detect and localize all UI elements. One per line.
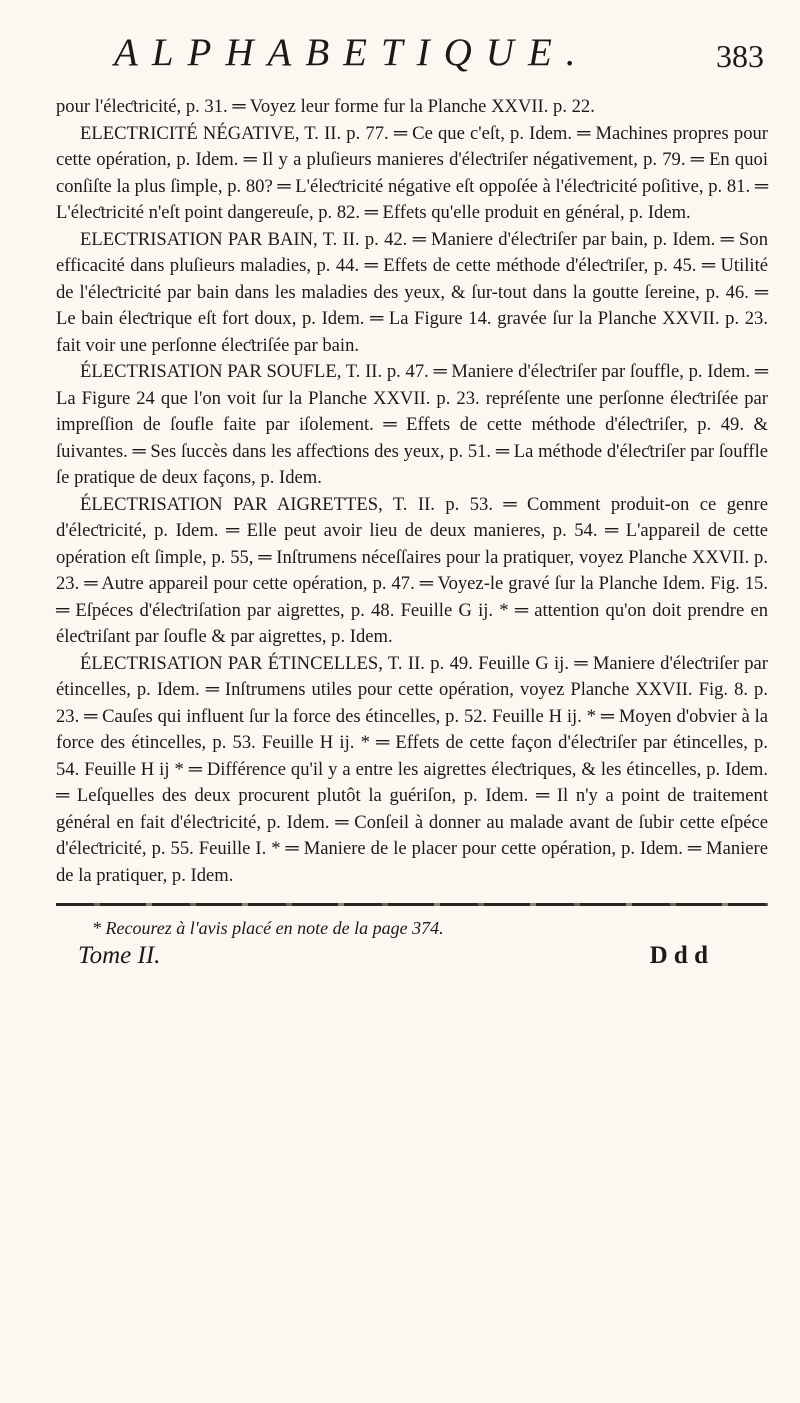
volume-label: Tome II.	[78, 942, 161, 969]
signature-mark: D d d	[649, 942, 708, 969]
entry-electrisation-par-soufle: ÉLECTRISATION PAR SOUFLE, T. II. p. 47. ═ Maniere d'éleƈtriſer par ſouffle, p. Idem. ═ La Figure 24 que l'on voit ſur la Planche XXVII. p. 23. repréſente une perſonne éleƈtriſée par impreſſion de ſoufle faite par iſolement. ═ Effets de cette méthode d'éleƈtriſer, p. 49. & ſuivantes. ═ Ses ſuccès dans les affeƈtions des yeux, p. 51. ═ La méthode d'éleƈtriſer par ſouffle ſe pratique de deux façons, p. Idem.	[56, 361, 768, 488]
page-number: 383	[716, 38, 764, 74]
paragraph-continuation: pour l'éleƈtricité, p. 31. ═ Voyez leur forme fur la Planche XXVII. p. 22.	[56, 96, 595, 117]
footnote: * Recourez à l'avis placé en note de la page 374.	[92, 918, 444, 938]
footnote-divider	[56, 903, 768, 906]
entry-electrisation-par-aigrettes: ÉLECTRISATION PAR AIGRETTES, T. II. p. 53. ═ Comment produit-on ce genre d'éleƈtricité, p. Idem. ═ Elle peut avoir lieu de deux manieres, p. 54. ═ L'appareil de cette opération eſt ſimple, p. 55, ═ Inſtrumens néceſſaires pour la pratiquer, voyez Planche XXVII. p. 23. ═ Autre appareil pour cette opération, p. 47. ═ Voyez-le gravé ſur la Planche Idem. Fig. 15. ═ Eſpéces d'éleƈtriſation par aigrettes, p. 48. Feuille G ij. * ═ attention qu'on doit prendre en éleƈtriſant par ſoufle & par aigrettes, p. Idem.	[56, 493, 768, 647]
entry-electrisation-par-bain: ELECTRISATION PAR BAIN, T. II. p. 42. ═ Maniere d'éleƈtriſer par bain, p. Idem. ═ Son efficacité dans pluſieurs maladies, p. 44. ═ Effets de cette méthode d'éleƈtriſer, p. 45. ═ Utilité de l'éleƈtricité par bain dans les maladies des yeux, & ſur-tout dans la goutte ſereine, p. 46. ═ Le bain éleƈtrique eſt fort doux, p. Idem. ═ La Figure 14. gravée ſur la Planche XXVII. p. 23. fait voir une perſonne éleƈtriſée par bain.	[56, 228, 768, 356]
book-page	[56, 28, 768, 974]
page-footer	[56, 940, 768, 974]
entry-electricite-negative: ELECTRICITÉ NÉGATIVE, T. II. p. 77. ═ Ce que c'eſt, p. Idem. ═ Machines propres pour cette opération, p. Idem. ═ Il y a pluſieurs manieres d'éleƈtriſer négativement, p. 79. ═ En quoi conſiſte la plus ſimple, p. 80? ═ L'éleƈtricité négative eſt oppoſée à l'éleƈtricité poſitive, p. 81. ═ L'éleƈtricité n'eſt point dangereuſe, p. 82. ═ Effets qu'elle produit en général, p. Idem.	[56, 122, 768, 223]
entry-electrisation-par-etincelles: ÉLECTRISATION PAR ÉTINCELLES, T. II. p. 49. Feuille G ij. ═ Maniere d'éleƈtriſer par étincelles, p. Idem. ═ Inſtrumens utiles pour cette opération, voyez Planche XXVII. Fig. 8. p. 23. ═ Cauſes qui influent ſur la force des étincelles, p. 52. Feuille H ij. * ═ Moyen d'obvier à la force des étincelles, p. 53. Feuille H ij. * ═ Effets de cette façon d'éleƈtriſer par étincelles, p. 54. Feuille H ij * ═ Différence qu'il y a entre les aigrettes éleƈtriques, & les étincelles, p. Idem. ═ Leſquelles des deux procurent plutôt la guériſon, p. Idem. ═ Il n'y a point de traitement général en fait d'éleƈtricité, p. Idem. ═ Conſeil à donner au malade avant de ſubir cette eſpéce d'éleƈtricité, p. 55. Feuille I. * ═ Maniere de le placer pour cette opération, p. Idem. ═ Maniere de la pratiquer, p. Idem.	[56, 652, 768, 886]
index-text	[56, 94, 768, 889]
page-header	[56, 28, 768, 94]
running-title: ALPHABETIQUE.	[114, 31, 590, 74]
